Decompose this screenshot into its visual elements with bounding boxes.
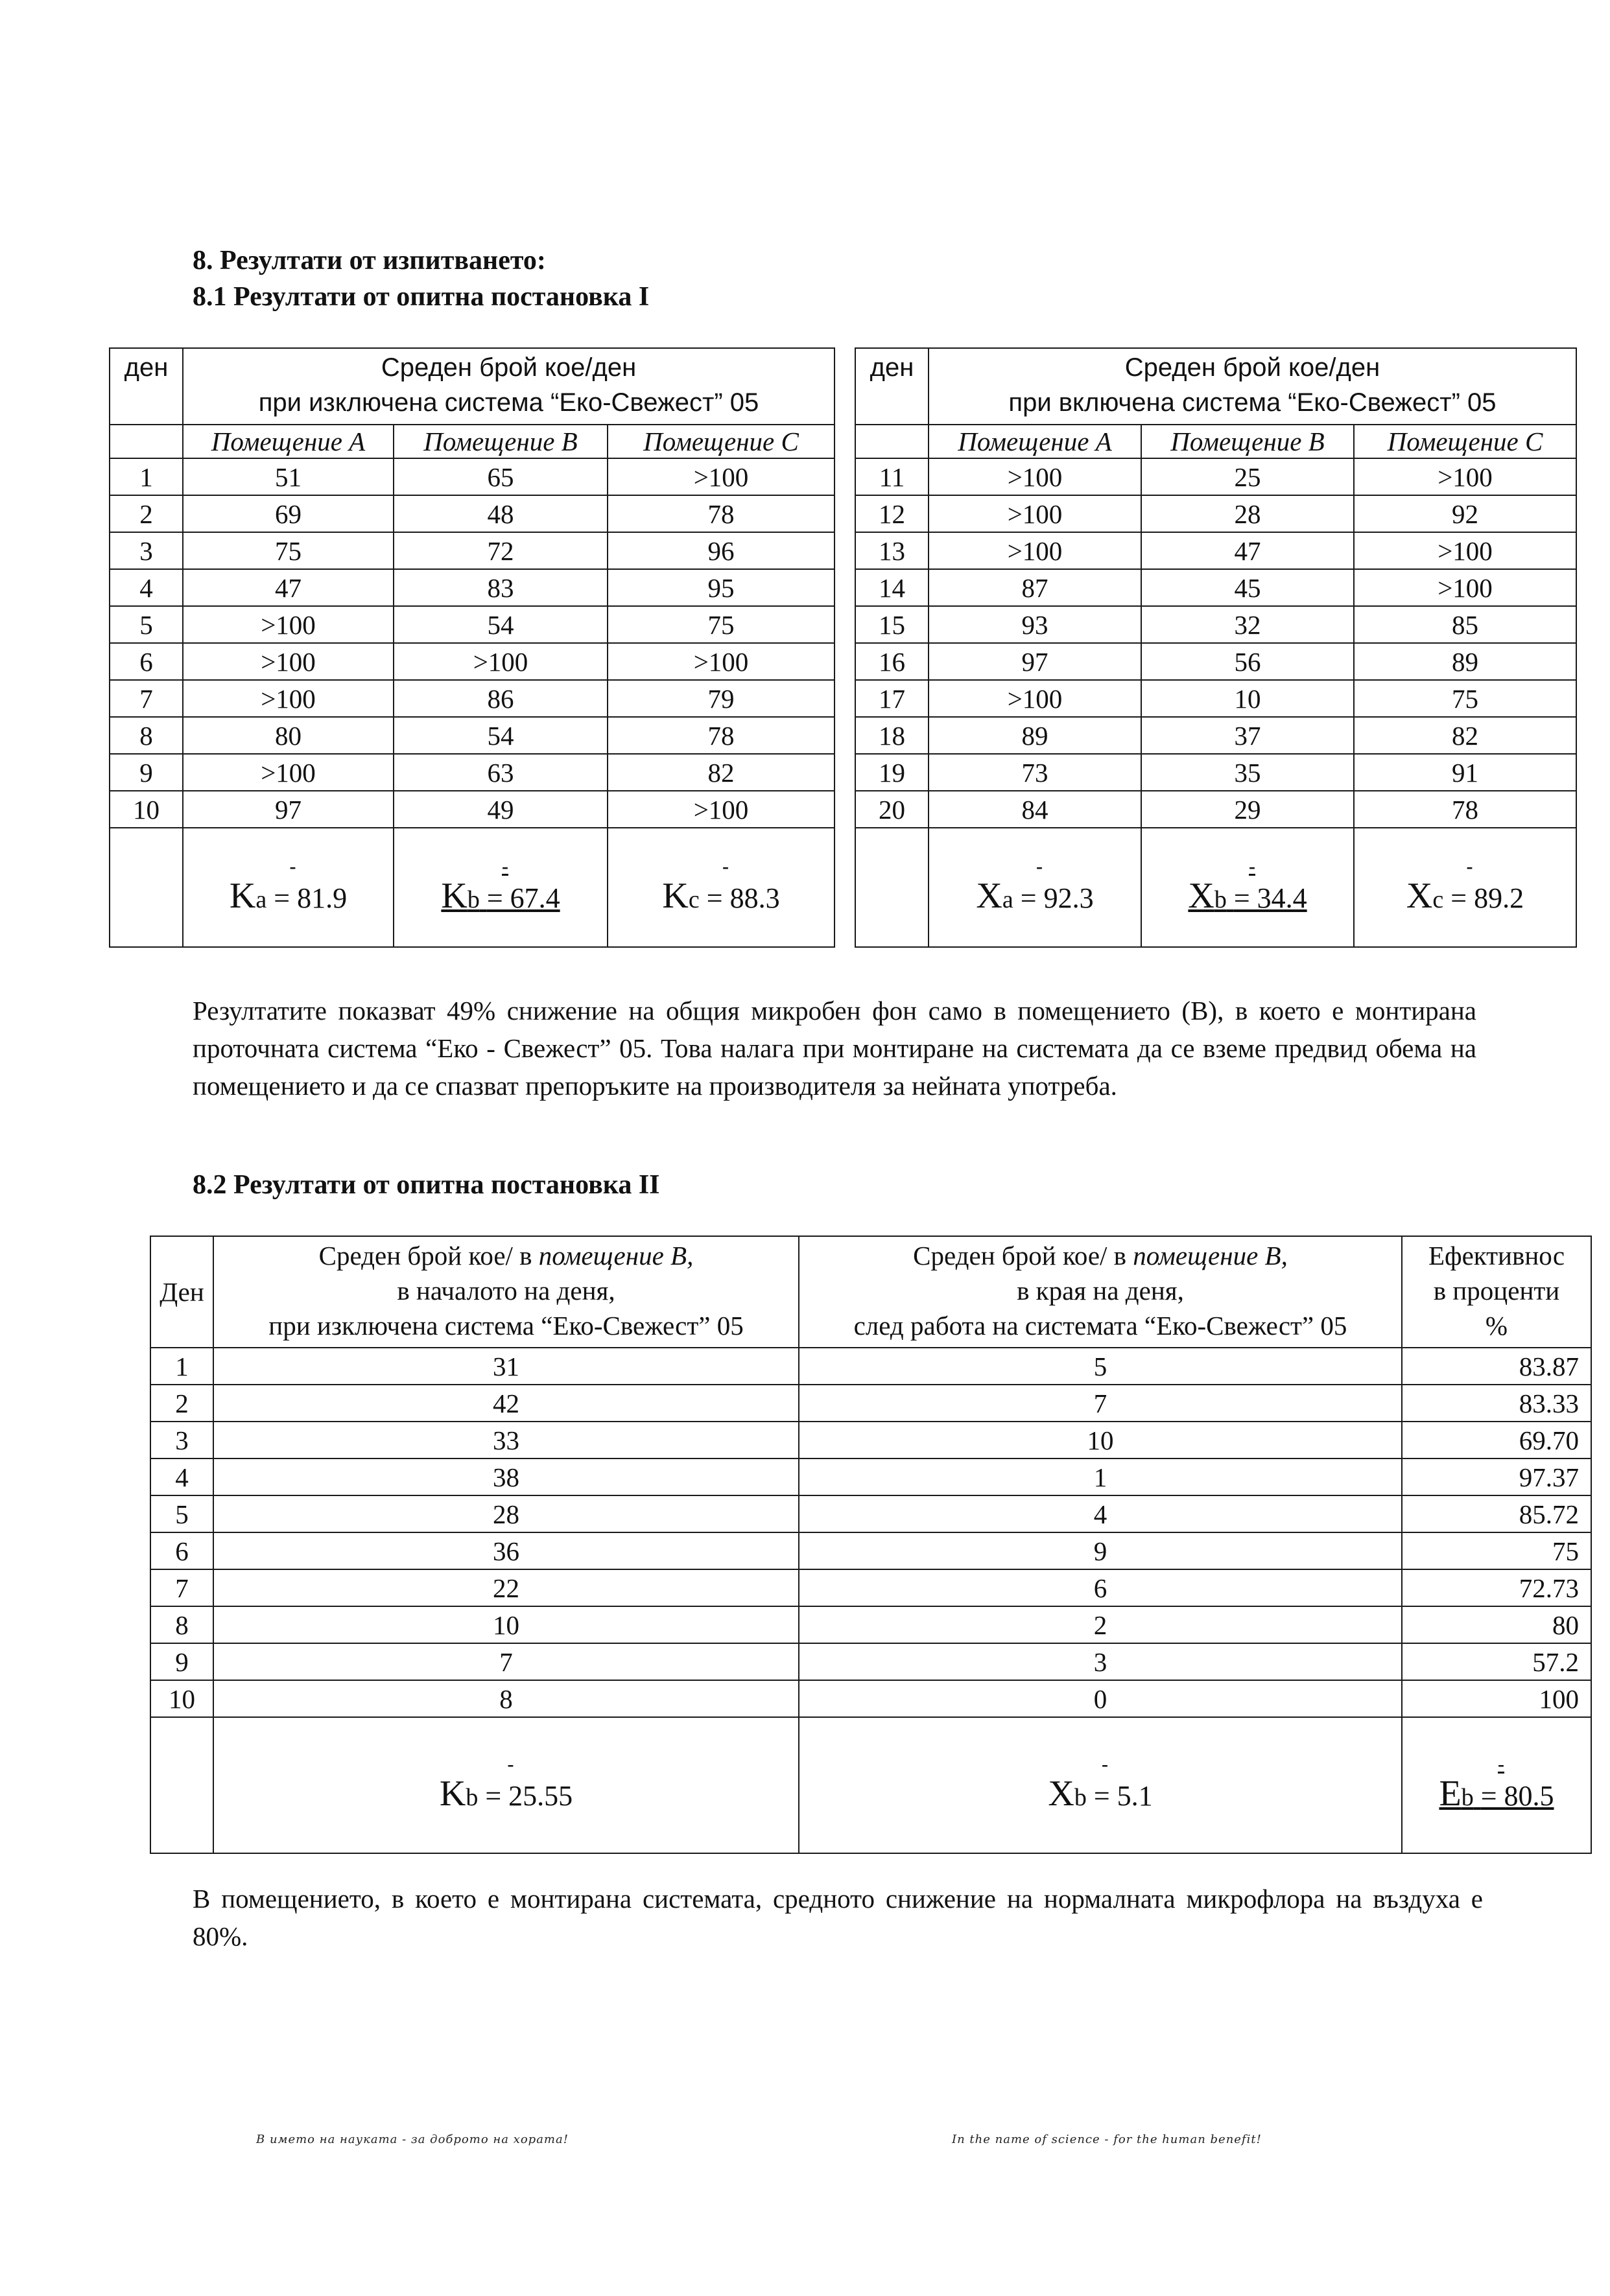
value-cell: >100 — [183, 754, 394, 791]
overbar-mark: - — [1466, 856, 1473, 877]
table-row — [150, 1643, 1591, 1680]
value-cell: >100 — [183, 680, 394, 717]
value-cell: 38 — [213, 1458, 799, 1495]
table-row — [150, 1569, 1591, 1606]
table-experiment-1-system-on — [855, 347, 1577, 948]
value-cell: >100 — [1354, 458, 1576, 495]
value-cell: >100 — [608, 458, 835, 495]
overbar-mark: - — [1036, 856, 1043, 877]
value-cell: 28 — [213, 1495, 799, 1532]
value-cell: >100 — [1354, 569, 1576, 606]
value-cell: 35 — [1141, 754, 1354, 791]
value-cell: 25 — [1141, 458, 1354, 495]
table-row — [110, 458, 835, 495]
mean-formula — [932, 858, 1138, 917]
value-cell: 4 — [799, 1495, 1402, 1532]
value-cell: 10 — [1141, 680, 1354, 717]
mean-count-header: Среден брой кое/ден при изключена система “Еко-Свежест” 05 — [183, 348, 835, 425]
start-of-day-header: Среден брой кое/ в помещение B, в началото на деня, при изключена система “Еко-Свежест” 05 — [213, 1236, 799, 1348]
mean-symbol: E — [1439, 1774, 1462, 1814]
value-cell: 87 — [929, 569, 1141, 606]
table-row — [110, 532, 835, 569]
value-cell: 0 — [799, 1680, 1402, 1717]
table-row — [150, 1385, 1591, 1422]
table-row — [855, 643, 1576, 680]
room-header: Помещение C — [608, 425, 835, 458]
value-cell: 78 — [608, 717, 835, 754]
day-cell: 19 — [855, 754, 929, 791]
table-row — [110, 495, 835, 532]
mean-symbol: X — [1048, 1774, 1074, 1814]
overbar-mark: - — [507, 1753, 514, 1775]
value-cell: 89 — [1354, 643, 1576, 680]
blank-cell — [855, 828, 929, 947]
value-cell: 65 — [394, 458, 608, 495]
mean-count-header: Среден брой кое/ден при включена система “Еко-Свежест” 05 — [929, 348, 1576, 425]
value-cell: 32 — [1141, 606, 1354, 643]
table-row — [855, 458, 1576, 495]
table-row — [855, 495, 1576, 532]
day-cell: 6 — [110, 643, 183, 680]
value-cell: 79 — [608, 680, 835, 717]
value-cell: 57.2 — [1402, 1643, 1591, 1680]
table-row — [110, 717, 835, 754]
paragraph-results-2: В помещението, в което е монтирана системата, средното снижение на нормалната микрофлора на въздуха е 80%. — [193, 1884, 1483, 1951]
value-cell: 89 — [929, 717, 1141, 754]
overbar-mark: - — [1498, 1753, 1504, 1775]
overbar-mark: - — [289, 856, 296, 877]
value-cell: 95 — [608, 569, 835, 606]
value-cell: 84 — [929, 791, 1141, 828]
day-cell: 9 — [150, 1643, 213, 1680]
day-cell: 17 — [855, 680, 929, 717]
mean-value — [183, 828, 394, 947]
value-cell: >100 — [608, 791, 835, 828]
room-header: Помещение B — [1141, 425, 1354, 458]
value-cell: 49 — [394, 791, 608, 828]
table-row — [110, 606, 835, 643]
mean-number: = 88.3 — [706, 882, 780, 914]
value-cell: 22 — [213, 1569, 799, 1606]
value-cell: 69 — [183, 495, 394, 532]
value-cell: >100 — [1354, 532, 1576, 569]
mean-number: = 80.5 — [1480, 1780, 1554, 1812]
table-row — [855, 717, 1576, 754]
table-row — [110, 569, 835, 606]
mean-number: = 67.4 — [486, 882, 560, 914]
value-cell: 72.73 — [1402, 1569, 1591, 1606]
value-cell: 80 — [183, 717, 394, 754]
value-cell: 1 — [799, 1458, 1402, 1495]
value-cell: 78 — [608, 495, 835, 532]
value-cell: 48 — [394, 495, 608, 532]
day-cell: 8 — [150, 1606, 213, 1643]
mean-value — [213, 1717, 799, 1853]
value-cell: 97.37 — [1402, 1458, 1591, 1495]
day-cell: 11 — [855, 458, 929, 495]
mean-subscript: b — [1074, 1784, 1087, 1811]
day-header: ден — [110, 348, 183, 425]
day-cell: 7 — [110, 680, 183, 717]
mean-row — [855, 828, 1576, 947]
mean-row — [150, 1717, 1591, 1853]
mean-formula — [1144, 858, 1351, 917]
value-cell: 10 — [213, 1606, 799, 1643]
mean-value — [394, 828, 608, 947]
subsection-1-title: 8.1 Резултати от опитна постановка I — [193, 282, 650, 312]
table-row — [150, 1532, 1591, 1569]
value-cell: 6 — [799, 1569, 1402, 1606]
value-cell: 97 — [929, 643, 1141, 680]
mean-number: = 89.2 — [1450, 882, 1524, 914]
value-cell: 42 — [213, 1385, 799, 1422]
mean-subscript: c — [688, 886, 700, 913]
value-cell: 33 — [213, 1422, 799, 1458]
value-cell: 78 — [1354, 791, 1576, 828]
value-cell: 80 — [1402, 1606, 1591, 1643]
value-cell: 5 — [799, 1348, 1402, 1385]
mean-formula — [397, 858, 604, 917]
table-row — [150, 1495, 1591, 1532]
value-cell: 82 — [608, 754, 835, 791]
mean-formula — [802, 1753, 1399, 1814]
mean-value — [929, 828, 1141, 947]
value-cell: 75 — [1402, 1532, 1591, 1569]
mean-formula — [1357, 858, 1573, 917]
mean-subscript: c — [1432, 886, 1444, 913]
table-row — [855, 569, 1576, 606]
mean-symbol: K — [439, 1774, 466, 1814]
value-cell: 75 — [1354, 680, 1576, 717]
mean-formula — [1405, 1753, 1588, 1814]
mean-subscript: b — [467, 886, 480, 913]
mean-value — [799, 1717, 1402, 1853]
day-cell: 6 — [150, 1532, 213, 1569]
mean-subscript: b — [466, 1784, 479, 1811]
value-cell: 51 — [183, 458, 394, 495]
value-cell: 83.87 — [1402, 1348, 1591, 1385]
overbar-mark: - — [502, 856, 508, 877]
mean-formula — [186, 858, 390, 917]
value-cell: 2 — [799, 1606, 1402, 1643]
mean-value — [1354, 828, 1576, 947]
value-cell: >100 — [929, 458, 1141, 495]
mean-number: = 34.4 — [1233, 882, 1307, 914]
mean-symbol: X — [1406, 876, 1433, 916]
mean-number: = 81.9 — [274, 882, 348, 914]
footer-motto-bg: В името на науката - за доброто на хората! — [256, 2133, 569, 2146]
mean-formula — [217, 1753, 796, 1814]
value-cell: >100 — [183, 606, 394, 643]
blank-cell — [855, 425, 929, 458]
table-row — [855, 680, 1576, 717]
value-cell: 93 — [929, 606, 1141, 643]
mean-subscript: a — [255, 886, 267, 913]
day-cell: 5 — [110, 606, 183, 643]
table-row — [110, 680, 835, 717]
overbar-mark: - — [1249, 856, 1255, 877]
value-cell: >100 — [929, 495, 1141, 532]
value-cell: >100 — [183, 643, 394, 680]
day-cell: 1 — [110, 458, 183, 495]
table-row — [110, 754, 835, 791]
value-cell: >100 — [394, 643, 608, 680]
value-cell: 47 — [1141, 532, 1354, 569]
day-cell: 1 — [150, 1348, 213, 1385]
value-cell: >100 — [608, 643, 835, 680]
day-cell: 2 — [150, 1385, 213, 1422]
table-row — [855, 754, 1576, 791]
end-of-day-header: Среден брой кое/ в помещение B, в края на деня, след работа на системата “Еко-Свежест” 05 — [799, 1236, 1402, 1348]
value-cell: 97 — [183, 791, 394, 828]
table-row — [110, 791, 835, 828]
mean-subscript: a — [1002, 886, 1013, 913]
subsection-2-title: 8.2 Резултати от опитна постановка II — [193, 1170, 660, 1200]
mean-formula — [611, 858, 831, 917]
value-cell: 56 — [1141, 643, 1354, 680]
room-header: Помещение А — [929, 425, 1141, 458]
day-cell: 8 — [110, 717, 183, 754]
mean-value — [1402, 1717, 1591, 1853]
value-cell: >100 — [929, 532, 1141, 569]
day-cell: 7 — [150, 1569, 213, 1606]
day-cell: 12 — [855, 495, 929, 532]
mean-number: = 25.55 — [485, 1780, 573, 1812]
day-cell: 15 — [855, 606, 929, 643]
table-experiment-2 — [150, 1236, 1592, 1854]
value-cell: 47 — [183, 569, 394, 606]
footer-motto-en: In the name of science - for the human benefit! — [952, 2133, 1262, 2146]
paragraph-results-1: Резултатите показват 49% снижение на общия микробен фон само в помещението (В), в което е монтирана проточната система “Еко - Свежест” 05. Това налага при монтиране на системата да се вземе предвид обема на помещението и да се спазват препоръките на производителя за нейната употреба. — [193, 996, 1476, 1101]
value-cell: 82 — [1354, 717, 1576, 754]
blank-cell — [110, 828, 183, 947]
value-cell: >100 — [929, 680, 1141, 717]
value-cell: 36 — [213, 1532, 799, 1569]
mean-row — [110, 828, 835, 947]
mean-symbol: K — [229, 876, 256, 916]
value-cell: 3 — [799, 1643, 1402, 1680]
value-cell: 72 — [394, 532, 608, 569]
value-cell: 75 — [608, 606, 835, 643]
table-row — [855, 606, 1576, 643]
day-cell: 13 — [855, 532, 929, 569]
table-row — [150, 1606, 1591, 1643]
table-row — [110, 643, 835, 680]
day-header: Ден — [150, 1236, 213, 1348]
value-cell: 92 — [1354, 495, 1576, 532]
value-cell: 37 — [1141, 717, 1354, 754]
value-cell: 73 — [929, 754, 1141, 791]
blank-cell — [110, 425, 183, 458]
day-cell: 5 — [150, 1495, 213, 1532]
day-header: ден — [855, 348, 929, 425]
section-title: 8. Резултати от изпитването: — [193, 246, 546, 275]
mean-value — [608, 828, 835, 947]
value-cell: 31 — [213, 1348, 799, 1385]
value-cell: 75 — [183, 532, 394, 569]
efficiency-header: Ефективнос в проценти % — [1402, 1236, 1591, 1348]
mean-value — [1141, 828, 1354, 947]
mean-symbol: X — [1188, 876, 1214, 916]
value-cell: 86 — [394, 680, 608, 717]
table-row — [855, 532, 1576, 569]
table-row — [855, 791, 1576, 828]
day-cell: 16 — [855, 643, 929, 680]
day-cell: 18 — [855, 717, 929, 754]
value-cell: 100 — [1402, 1680, 1591, 1717]
value-cell: 45 — [1141, 569, 1354, 606]
day-cell: 10 — [110, 791, 183, 828]
value-cell: 91 — [1354, 754, 1576, 791]
value-cell: 9 — [799, 1532, 1402, 1569]
value-cell: 83.33 — [1402, 1385, 1591, 1422]
day-cell: 4 — [150, 1458, 213, 1495]
value-cell: 29 — [1141, 791, 1354, 828]
mean-symbol: X — [976, 876, 1002, 916]
day-cell: 10 — [150, 1680, 213, 1717]
day-cell: 3 — [150, 1422, 213, 1458]
value-cell: 54 — [394, 606, 608, 643]
mean-number: = 5.1 — [1093, 1780, 1153, 1812]
table-experiment-1-system-off — [109, 347, 835, 948]
value-cell: 85 — [1354, 606, 1576, 643]
mean-number: = 92.3 — [1020, 882, 1094, 914]
table-row — [150, 1458, 1591, 1495]
value-cell: 28 — [1141, 495, 1354, 532]
overbar-mark: - — [722, 856, 729, 877]
day-cell: 2 — [110, 495, 183, 532]
room-header: Помещение B — [394, 425, 608, 458]
table-row — [150, 1348, 1591, 1385]
value-cell: 10 — [799, 1422, 1402, 1458]
day-cell: 14 — [855, 569, 929, 606]
value-cell: 54 — [394, 717, 608, 754]
day-cell: 3 — [110, 532, 183, 569]
room-header: Помещение А — [183, 425, 394, 458]
value-cell: 83 — [394, 569, 608, 606]
day-cell: 4 — [110, 569, 183, 606]
value-cell: 8 — [213, 1680, 799, 1717]
day-cell: 9 — [110, 754, 183, 791]
mean-symbol: K — [662, 876, 689, 916]
value-cell: 7 — [213, 1643, 799, 1680]
value-cell: 69.70 — [1402, 1422, 1591, 1458]
value-cell: 96 — [608, 532, 835, 569]
mean-subscript: b — [1461, 1784, 1474, 1811]
mean-subscript: b — [1214, 886, 1227, 913]
mean-symbol: K — [441, 876, 468, 916]
table-row — [150, 1422, 1591, 1458]
value-cell: 63 — [394, 754, 608, 791]
day-cell: 20 — [855, 791, 929, 828]
table-row — [150, 1680, 1591, 1717]
value-cell: 85.72 — [1402, 1495, 1591, 1532]
room-header: Помещение C — [1354, 425, 1576, 458]
blank-cell — [150, 1717, 213, 1853]
value-cell: 7 — [799, 1385, 1402, 1422]
overbar-mark: - — [1102, 1753, 1108, 1775]
